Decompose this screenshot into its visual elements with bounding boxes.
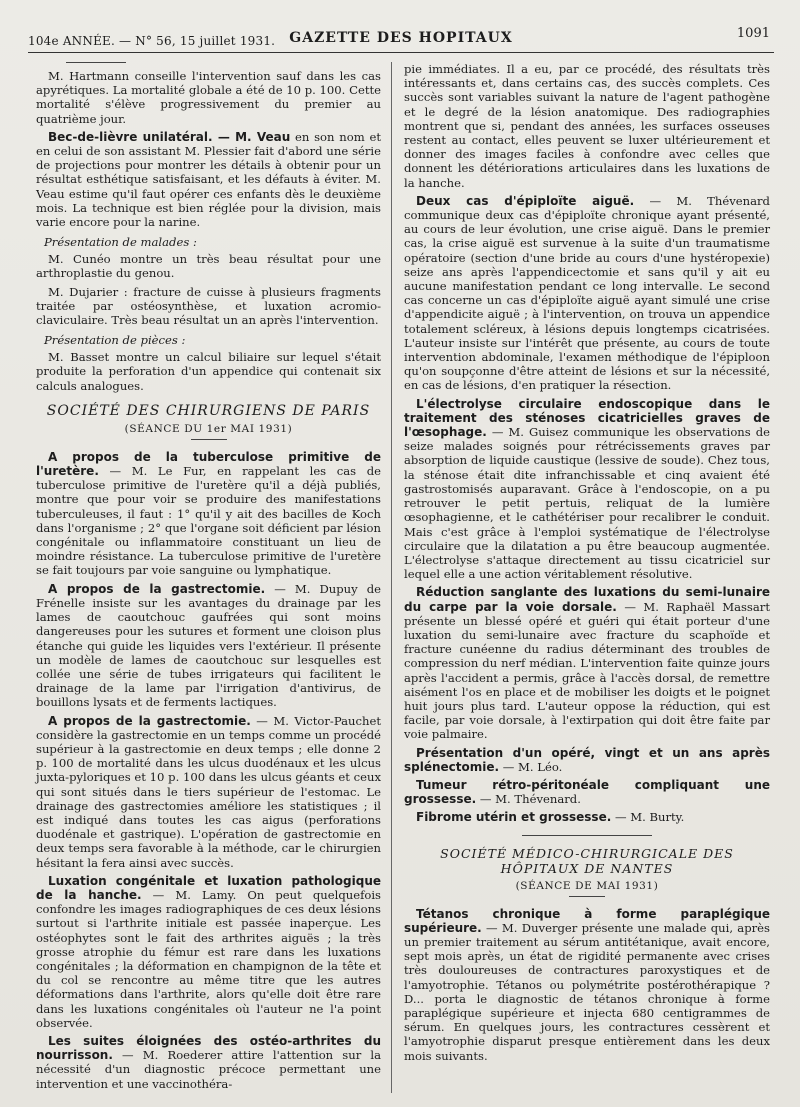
paragraph-lead: A propos de la tuberculose primitive de l'uretère. [36,449,381,479]
paragraph [404,194,770,393]
paragraph-body: — M. Lamy. On peut quelquefois confondre les images radiographiques de ces deux lésions surtout si l'arthrite initiale est passée inaperçue. Les ostéophytes sont le fait des arthrites aiguës ; la très grosse atrophie du fémur est rare dans les luxations congénitales ; la déformation en champignon de la tête et du col se rencontre au même titre que les autres déformations dans l'arthrite, alors qu'elle doit être rare dans les luxations congénitales où l'auteur ne l'a point observée. [36,887,381,1030]
page-number: 1091 [736,26,770,41]
paragraph [36,714,381,870]
separator [191,439,227,440]
paragraph [404,397,770,582]
paragraph-body: — M. Guisez communique les observations de seize malades soignés pour rétrécissements graves par absorption de liquide caustique (lessive de soude). Chez tous, la sténose était dite infranchissable et cinq avaient été gastrostomisés auparavant. Grâce à l'endoscopie, on a pu retrouver le petit pertuis, reliquat de la lumière œsophagienne, et le cathétériser pour recalibrer le conduit. Mais c'est grâce à l'emploi systématique de l'électrolyse circulaire que la dilatation a pu être beaucoup augmentée. L'électrolyse s'attaque directement au tissu cicatriciel sur lequel elle a une action véritablement résolutive. [404,425,770,582]
paragraph-body: — M. Raphaël Massart présente un blessé opéré et guéri qui était porteur d'une luxation du semi-lunaire avec fracture du scaphoïde et fracture cunéenne du radius déterminant des troubles de compression du nerf médian. L'intervention faite quinze jours après l'accident a permis, grâce à l'accès dorsal, de remettre aisément l'os en place et de mobiliser les doigts et le poignet huit jours plus tard. L'auteur oppose la réduction, qui est facile, par voie dorsale, à l'extirpation qui doit être faite par voie palmaire. [404,599,770,742]
paragraph-lead: A propos de la gastrectomie. [48,713,251,728]
paragraph-body: en son nom et en celui de son assistant M. Plessier fait d'abord une série de projections pour montrer les détails à obtenir pour un résultat esthétique satisfaisant, et les défauts à éviter. M. Veau estime qu'il faut opérer ces enfants dès le deuxième mois. La technique est bien réglée pour la division, mais varie encore pour la narine. [36,129,381,230]
paragraph-lead: Luxation congénitale et luxation pathologique de la hanche. [36,873,381,902]
paragraph-lead: L'électrolyse circulaire endoscopique dans le traitement des sténoses cicatricielles graves de l'œsophage. [404,396,770,440]
separator [569,896,605,897]
paragraph [36,582,381,710]
paragraph-lead: Fibrome utérin et grossesse. [416,810,612,825]
issue-info: 104e ANNÉE. — N° 56, 15 juillet 1931. [28,34,276,48]
journal-title: GAZETTE DES HOPITAUX [289,30,513,46]
page-header [28,22,774,53]
paragraph [404,810,770,824]
paragraph-body: — M. Le Fur, en rappelant les cas de tuberculose primitive de l'uretère qu'il a déjà publiés, montre que pour voir se produire des manifestations tuberculeuses, il faut : 1° qu'il y ait des bacilles de Koch dans l'organisme ; 2° que l'organe soit déficient par lésion congénitale ou inflammatoire constituant un lieu de moindre résistance. La tuberculose primitive de l'uretère se fait toujours par voie sanguine ou lymphatique. [36,464,381,578]
paragraph-lead: Deux cas d'épiploïte aiguë. [416,193,635,208]
paragraph-body: — M. Duverger présente une malade qui, après un premier traitement au sérum antitétanique, avait encore, sept mois après, un état de rigidité permanente avec crises très douloureuses de contractures paroxystiques et de l'amyotrophie. Tétanos ou polymétrite postérothérapique ? D... porta le diagnostic de tétanos chronique à forme paraplégique supérieure et injecta 680 centigrammes de sérum. En quelques jours, les contractures cessèrent et l'amyotrophie disparut presque entièrement dans les deux mois suivants. [404,920,770,1063]
seance-date: (SÉANCE DE MAI 1931) [515,879,659,892]
paragraph-lead: Bec-de-lièvre unilatéral. — M. Veau [48,129,291,144]
separator [522,835,652,836]
paragraph: M. Hartmann conseille l'intervention sauf dans les cas apyrétiques. La mortalité globale a été de 10 p. 100. Cette mortalité s'élève progressivement du premier au quatrième jour. [36,69,381,126]
paragraph-body: — M. Thévenard. [476,792,581,807]
paragraph [404,778,770,806]
paragraph [404,746,770,774]
paragraph-lead: Réduction sanglante des luxations du semi-lunaire du carpe par la voie dorsale. [404,585,770,614]
paragraph-body: — M. Léo. [499,759,563,774]
paragraph [36,130,381,229]
left-column [30,62,392,1093]
paragraph: pie immédiates. Il a eu, par ce procédé, des résultats très intéressants et, dans certains cas, des succès complets. Ces succès sont variables suivant la nature de l'agent pathogène et le degré de la lésion anatomique. Des radiographies montrent que si, pendant des années, les surfaces osseuses restent au contact, elles peuvent se luxer ultérieurement et donner des images faciles à confondre avec celles que donnent les détériorations articulaires dans les luxations de la hanche. [404,62,770,190]
subheading: Présentation de malades : [44,235,197,250]
right-column [392,62,776,1093]
paragraph [404,907,770,1063]
paragraph-body: — M. Burty. [611,810,685,825]
paragraph-body: — M. Thévenard communique deux cas d'épiploïte chronique ayant présenté, au cours de leur évolution, une crise aiguë. Dans le premier cas, la crise aiguë est survenue à la suite d'un traumatisme opératoire (section d'une bride au cours d'une hystéropexie) seize ans après l'appendicectomie et sans qu'il y ait eu aucune manifestation pendant ce long intervalle. Le second cas concerne un cas d'épiploïte aiguë ayant simulé une crise d'appendicite aiguë ; à l'intervention, on trouva un appendice totalement scléreux, à lésions depuis longtemps cicatrisées. L'auteur insiste sur l'intérêt que présente, au cours de toute intervention abdominale, l'examen méthodique de l'épiploon qu'on soupçonne d'être atteint de lésions et sur la nécessité, en cas de lésions, d'en pratiquer la résection. [404,193,770,393]
paragraph-body: — M. Dupuy de Frénelle insiste sur les avantages du drainage par les lames de caoutchouc gaufrées qui sont moins dangereuses pour les sutures et forment une cloison plus étanche qui guide les liquides vers l'extérieur. Il présente un modèle de lames de caoutchouc sur lesquelles est collée une série de tubes irrigateurs qui facilitent le drainage de la lame par l'irrigation d'antivirus, de bouillons lysats et de ferments lactiques. [36,581,382,710]
seance-date: (SÉANCE DU 1er MAI 1931) [124,422,293,435]
paragraph: M. Cunéo montre un très beau résultat pour une arthroplastie du genou. [36,252,381,281]
paragraph-lead: Présentation d'un opéré, vingt et un ans après splénectomie. [404,745,770,774]
society-title: SOCIÉTÉ DES CHIRURGIENS DE PARIS [46,402,371,419]
paragraph-lead: Les suites éloignées des ostéo-arthrites du nourrisson. [36,1033,381,1063]
paragraph [404,585,770,741]
paragraph-body: — M. Victor-Pauchet considère la gastrectomie en un temps comme un procédé supérieur à la gastrectomie en deux temps ; elle donne 2 p. 100 de mortalité dans les ulcus duodénaux et les ulcus juxta-pyloriques et 10 p. 100 dans les ulcus géants et ceux qui sont situés dans le tiers supérieur de l'estomac. Le drainage des gastrectomies améliore les statistiques ; il est indiqué dans toutes les cas aigus (perforations duodénale et gastrique). L'opération de gastrectomie en deux temps sera favorable à la méthode, car le chirurgien hésitant la fera ainsi avec succès. [36,713,381,870]
paragraph-lead: A propos de la gastrectomie. [48,581,266,596]
paragraph [36,874,381,1030]
paragraph-lead: Tétanos chronique à forme paraplégique supérieure. [404,906,770,935]
top-rule [66,62,126,63]
paragraph [36,1034,381,1091]
paragraph-body: — M. Roederer attire l'attention sur la nécessité d'un diagnostic précoce permettant une intervention et une vaccinothéra- [36,1048,381,1091]
paragraph-lead: Tumeur rétro-péritonéale compliquant une grossesse. [404,777,770,807]
society-title: SOCIÉTÉ MÉDICO-CHIRURGICALE DES HÔPITAUX DE NANTES [440,845,734,876]
paragraph: M. Dujarier : fracture de cuisse à plusieurs fragments traitée par ostéosynthèse, et luxation acromio-claviculaire. Très beau résultat un an après l'intervention. [36,284,381,328]
subheading: Présentation de pièces : [44,333,186,348]
paragraph [36,450,381,578]
text-columns [30,62,776,1093]
paragraph: M. Basset montre un calcul biliaire sur lequel s'était produite la perforation d'un appendice qui contenait six calculs analogues. [36,350,381,393]
